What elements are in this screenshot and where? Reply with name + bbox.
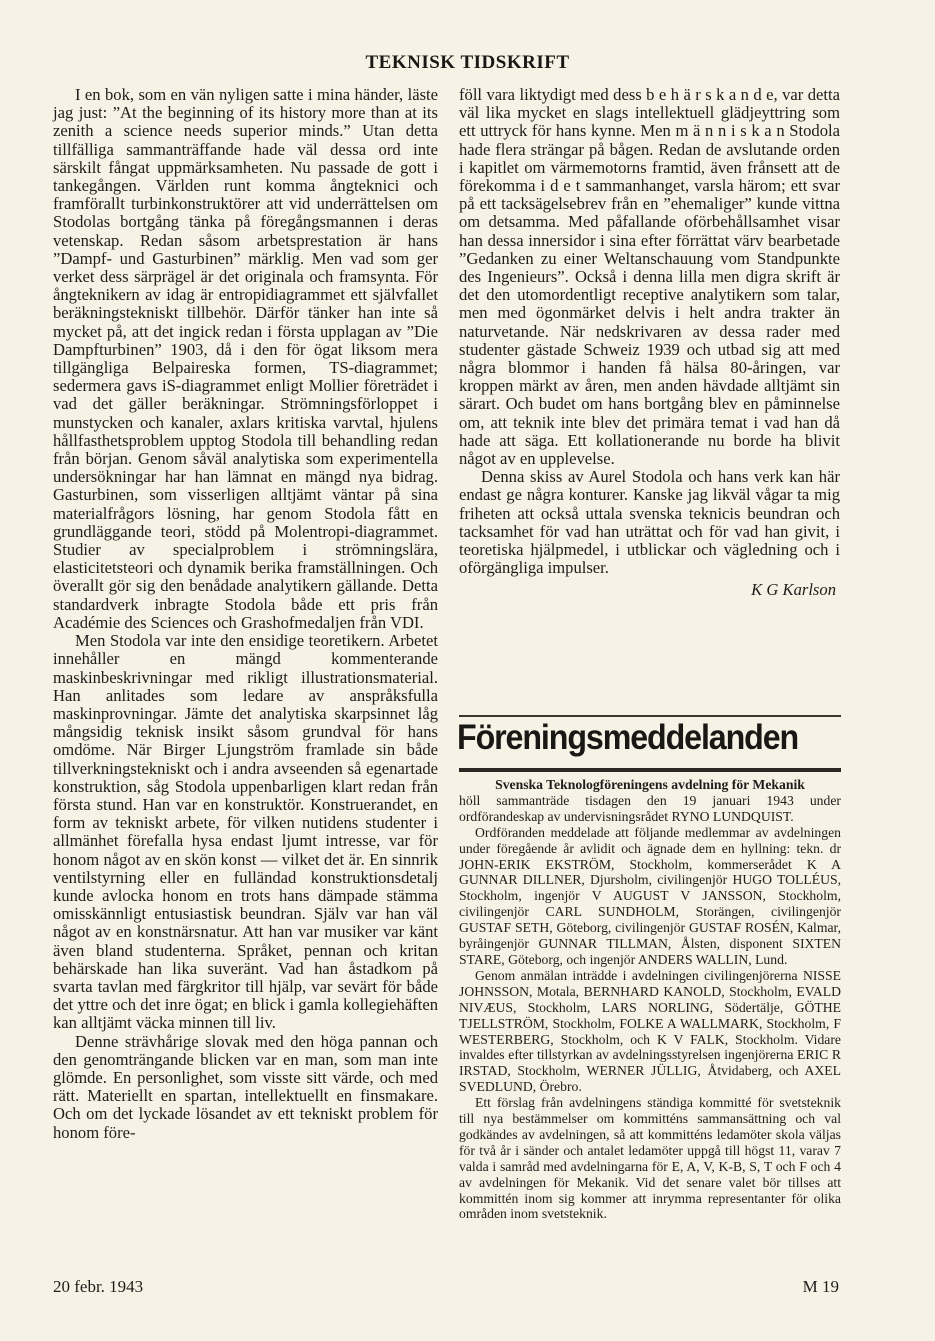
news-paragraph: Ett förslag från avdelningens ständiga kommitté för svetsteknik till nya bestämmelser om kommitténs sammansättning och val godkändes av avdelningen, så att kommitténs ledamöter skola väljas för två år i sänder och antalet ledamöter uppgå till högst 11, varav 7 valda i samråd med avdelningarna för E, A, V, K-B, S, T och F och 4 av avdelningen för Mekanik. Vid det senare valet bör tillses att kommittén inom sig kommer att inrymma representanter för olika områden inom svetsteknik. — [459, 1095, 841, 1222]
news-paragraph: höll sammanträde tisdagen den 19 januari 1943 under ordförandeskap av undervisningsrådet RYNO LUNDQUIST. — [459, 792, 841, 824]
page-number: M 19 — [802, 1277, 839, 1296]
article-paragraph: Denne strävhårige slovak med den höga pannan och den genomträngande blicken var en man, som man inte glömde. En personlighet, som visste sitt värde, och med rätt. Materiellt en spartan, intellektuellt en finsmakare. Och om det lyckade lösandet av ett tekniskt problem för honom före- — [53, 1031, 438, 1142]
article-paragraph: I en bok, som en vän nyligen satte i mina händer, läste jag just: ”At the beginning of its history more than at its zenith a science needs superior minds.” Utan detta tillfälliga sammanträffande hade väl dessa ord inte särskilt fångat uppmärksamheten. Nu passade de gott i tankegången. Världen runt komma ångteknici och framförallt turbinkonstruktörer att vid underrättelsen om Stodolas bortgång tänka på föregångsmannen i deras vetenskap. Redan såsom arbetsprestation är hans ”Dampf- und Gasturbinen” märklig. Men vad som ger verket dess särprägel är det originala och framsynta. För ångteknikern av idag är entropidiagrammet ett självfallet beräkningstekniskt tillbehör. Därför tänker han inte så mycket på, att det ingick redan i första upplagan av ”Die Dampfturbinen” 1903, då i den för ögat liksom mera tillgängliga Belpaireska formen, TS-diagrammet; sedermera gavs iS-diagrammet enligt Mollier företrädet i vad det gäller beräkningar. Strömningsförloppet i munstycken och kanaler, axlars kritiska varvtal, hjulens hållfasthetsproblem upptog Stodola till behandling redan från början. Genom såväl analytiska som experimentella undersökningar har han lämnat en mängd nya bidrag. Gasturbinen, som visserligen alltjämt väntar på sina materialfrågors lösning, har genom Stodola fått en grundläggande teori, stödd på Molentropi-diagrammet. Studier av specialproblem i strömningslära, elasticitetsteori och dynamik berika framställningen. Och överallt gör sig den benådade analytikern gällande. Detta standardverk inbragte Stodola både ett pris från Académie des Sciences och Grashofmedaljen från VDI. — [53, 85, 438, 632]
article-paragraph: Denna skiss av Aurel Stodola och hans verk kan här endast ge några konturer. Kanske jag likväl vågar ta mig friheten att också uttala svenska teknicis beundran och tacksamhet för vad han uträttat och för vad han givit, i teoretiska hjälpmedel, i utblickar och vägledning och i oförgängliga impulser. — [459, 467, 840, 578]
news-paragraph: Genom anmälan inträdde i avdelningen civilingenjörerna NISSE JOHNSSON, Motala, BERNHARD KANOLD, Stockholm, EVALD NIVÆUS, Stockholm, LARS NORLING, Södertälje, GÖTHE TJELLSTRÖM, Stockholm, FOLKE A WALLMARK, Stockholm, F WESTERBERG, Stockholm, och K V FALK, Stockholm. Vidare invaldes efter tillstyrkan av avdelningsstyrelsen ingenjörerna ERIC R IRSTAD, Stockholm, WERNER JÜLLIG, Åtvidaberg, och AXEL SVEDLUND, Örebro. — [459, 967, 841, 1095]
article-right-column — [459, 86, 840, 600]
association-news — [459, 777, 841, 1222]
news-paragraph: Ordföranden meddelade att följande medlemmar av avdelningen under föregående år avlidit och ägnade dem en hyllning: tekn. dr JOHN-ERIK EKSTRÖM, Stockholm, kommerserådet K A GUNNAR DILLNER, Djursholm, civilingenjör HUGO TOLLÉUS, Stockholm, ingenjör V AUGUST V JANSSON, Stockholm, civilingenjör CARL SUNDHOLM, Storängen, civilingenjör GUSTAF SETH, Göteborg, civilingenjör GUSTAF ROSÉN, Kalmar, byråingenjör GUNNAR TILLMAN, Ålsten, disponent SIXTEN STARE, Göteborg, och ingenjör ANDERS WALLIN, Lund. — [459, 824, 841, 967]
section-title: Föreningsmeddelanden — [457, 718, 799, 757]
section-top-rule — [459, 715, 841, 717]
article-paragraph: föll vara liktydigt med dess b e h ä r s k a n d e, var detta väl lika mycket en slags intellektuell glädjeyttring som ett uttryck för hans kynne. Men m ä n n i s k a n Stodola hade flera strängar på bågen. Redan de avslutande orden i kapitlet om värmemotorns framtid, även frånsett att de förekomma i d e t sammanhanget, varsla härom; ett svar på ett tacksägelsebrev från en ”ehemaliger” kunde vittna om detsamma. Med påfallande oförbehållsamhet visar han dessa innersidor i sina efter förrättat värv bearbetade ”Gedanken zu einer Weltanschauung vom Standpunkte des Ingenieurs”. Också i denna lilla men digra skrift är det den utomordentligt receptive analytikern som talar, men med ögonmärket delvis i helt andra trakter än naturvetande. När nedskrivaren av dessa rader med studenter gästade Schweiz 1939 och utbad sig att med några blommor i handen få hälsa 80-åringen, var kroppen märkt av åren, men anden hävdade alltjämt sin särart. Och budet om hans bortgång blev en påminnelse om, att teknik inte blev det primära temat i vad han då hade att säga. Ett kollationerande nu borde ha blivit något av en upplevelse. — [459, 85, 840, 469]
article-paragraph: Men Stodola var inte den ensidige teoretikern. Arbetet innehåller en mängd kommenterande maskinbeskrivningar med rikligt illustrationsmaterial. Han anlitades som ledare av anspråksfulla maskinprovningar. Jämte det analytiska skarpsinnet låg mångsidig teknisk insikt såsom grundval för hans omdöme. När Birger Ljungström framlade sin både tillverkningstekniskt och i andra avseenden så egenartade konstruktion, såg Stodola uppenbarligen klart redan från första stund. Han var en konstruktör. Konstruerandet, en form av tekniskt arbete, för vilken nutidens studenter i allmänhet förefalla hysa endast ljumt intresse, var för honom något av en skön konst — vilket det är. En sinnrik ventilstyrning eller en fulländad konstruktionsdetalj kunde avlocka honom en trots hans dämpade stämma omisskännligt entusiastisk beundran. Själv var han väl något av en konstnärsnatur. Att han var musiker var känt även bland studenterna. Språket, pennan och kritan behärskade han lika suveränt. Vad han åstadkom på svarta tavlan med färgkritor till hjälp, var sevärt för både det yttre och det inre ögat; en blick i gamla kollegiehäften kan alltjämt väcka minnen till liv. — [53, 631, 438, 1033]
author-signature: K G Karlson — [751, 580, 836, 600]
journal-header: TEKNISK TIDSKRIFT — [365, 52, 570, 73]
article-left-column — [53, 86, 438, 1142]
news-heading: Svenska Teknologföreningens avdelning för Mekanik — [495, 777, 805, 792]
issue-date: 20 febr. 1943 — [53, 1277, 144, 1296]
section-bottom-rule — [459, 768, 841, 772]
